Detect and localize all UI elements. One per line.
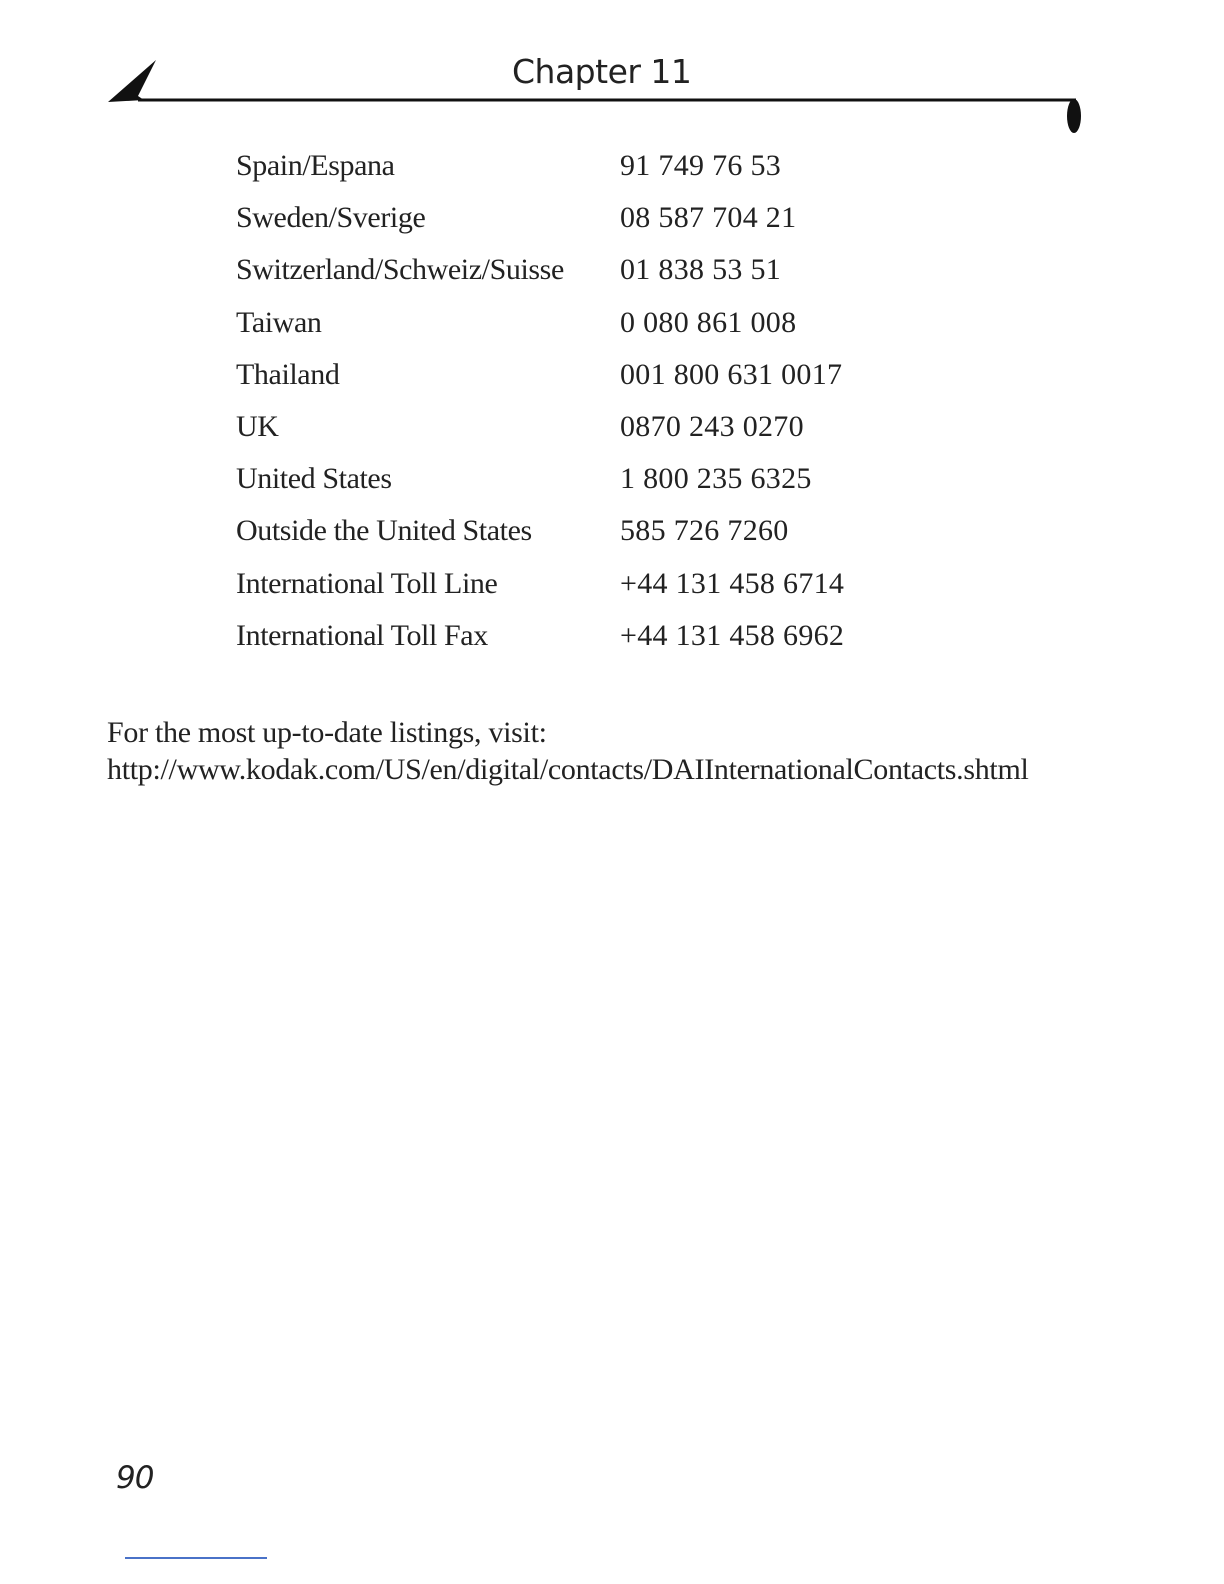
chapter-header xyxy=(108,50,1088,140)
country-name: Spain/Espana xyxy=(236,149,395,183)
note-url: http://www.kodak.com/US/en/digital/contacts/DAIInternationalContacts.shtml xyxy=(107,753,1029,786)
contact-list xyxy=(236,140,936,662)
chapter-title: Chapter 11 xyxy=(512,52,692,91)
header-right-cap xyxy=(1067,99,1081,133)
country-name: UK xyxy=(236,410,279,444)
contact-row xyxy=(236,401,936,453)
contact-row xyxy=(236,349,936,401)
listing-note xyxy=(107,714,1029,788)
country-name: Outside the United States xyxy=(236,514,532,548)
page-number: 90 xyxy=(116,1460,154,1496)
phone-number: 0870 243 0270 xyxy=(620,410,804,444)
phone-number: 585 726 7260 xyxy=(620,514,789,548)
country-name: Thailand xyxy=(236,357,340,391)
country-name: International Toll Line xyxy=(236,566,498,600)
phone-number: +44 131 458 6714 xyxy=(620,566,845,600)
footer-rule xyxy=(125,1557,267,1559)
contact-row xyxy=(236,558,936,610)
country-name: United States xyxy=(236,462,392,496)
country-name: Switzerland/Schweiz/Suisse xyxy=(236,253,564,287)
phone-number: 91 749 76 53 xyxy=(620,149,782,183)
header-rule-line xyxy=(138,99,1076,102)
phone-number: 1 800 235 6325 xyxy=(620,462,812,496)
contact-row xyxy=(236,453,936,505)
contact-row xyxy=(236,140,936,192)
country-name: International Toll Fax xyxy=(236,618,488,652)
contact-row xyxy=(236,244,936,296)
contact-row xyxy=(236,610,936,662)
contact-row xyxy=(236,192,936,244)
country-name: Taiwan xyxy=(236,305,322,339)
country-name: Sweden/Sverige xyxy=(236,201,426,235)
note-text: For the most up-to-date listings, visit: xyxy=(107,716,547,749)
phone-number: 08 587 704 21 xyxy=(620,201,797,235)
phone-number: +44 131 458 6962 xyxy=(620,618,845,652)
header-left-wedge xyxy=(108,60,156,102)
phone-number: 001 800 631 0017 xyxy=(620,357,843,391)
phone-number: 01 838 53 51 xyxy=(620,253,782,287)
contact-row xyxy=(236,297,936,349)
phone-number: 0 080 861 008 xyxy=(620,305,797,339)
contact-row xyxy=(236,505,936,557)
